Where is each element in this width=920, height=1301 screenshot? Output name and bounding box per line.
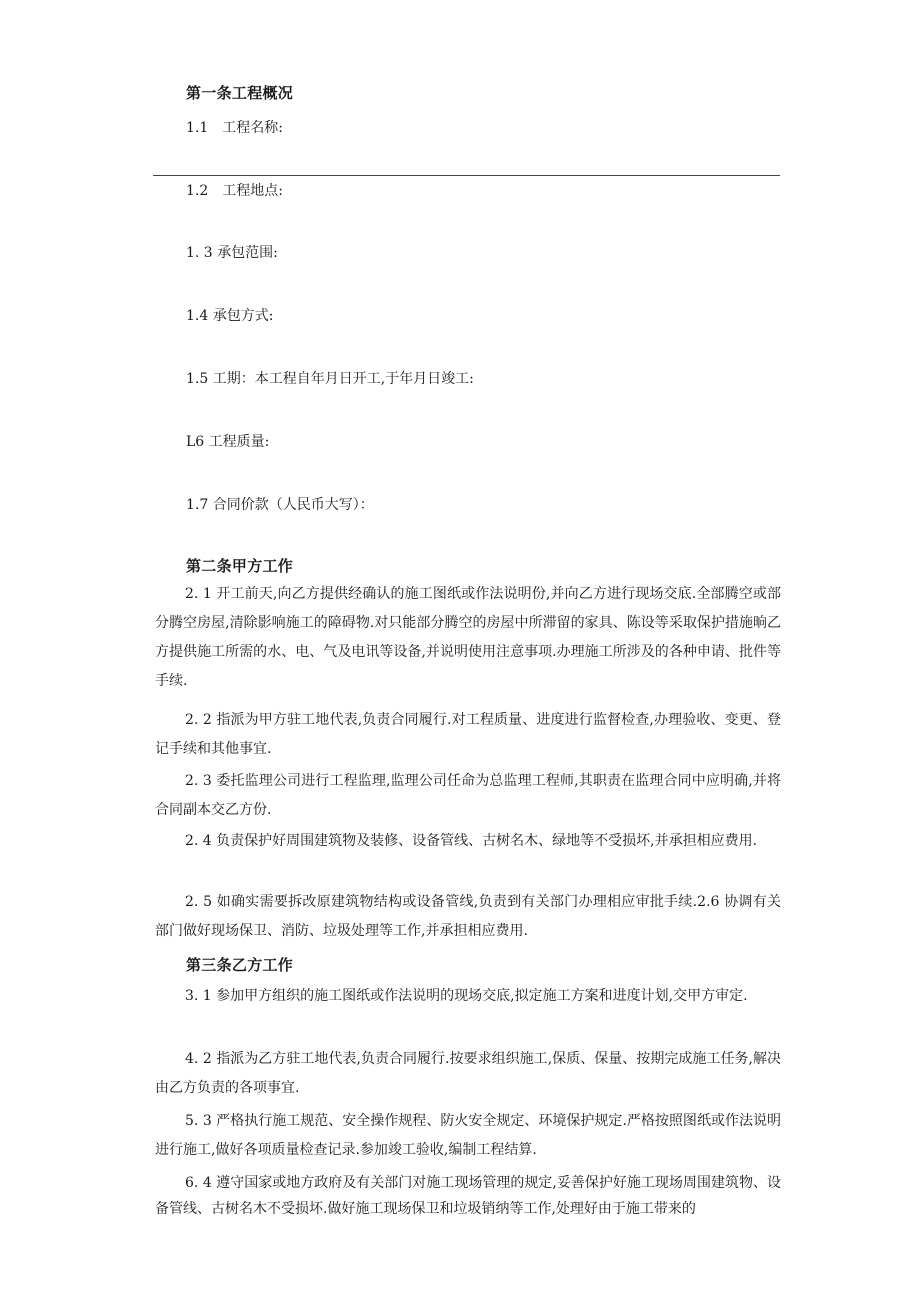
field-contract-price: 1.7 合同价款（人民币大写）： <box>186 497 374 513</box>
field-project-location: 1.2 工程地点: <box>186 183 283 199</box>
field-schedule: 1.5 工期：本工程自年月日开工,于年月日竣工: <box>186 371 474 387</box>
section-2-title: 第二条甲方工作 <box>186 557 294 575</box>
section-2-para-2: 2. 2 指派为甲方驻工地代表,负责合同履行.对工程质量、进度进行监督检查,办理验收、变更、登记手续和其他事宜. <box>155 712 781 757</box>
section-2-para-3: 2. 3 委托监理公司进行工程监理,监理公司任命为总监理工程师,其职责在监理合同中应明确,并将合同副本交乙方份. <box>155 773 781 818</box>
section-2-para-4: 2. 4 负责保护好周围建筑物及装修、设备管线、古树名木、绿地等不受损坏,并承担相应费用. <box>185 833 758 849</box>
section-3-para-4: 6. 4 遵守国家或地方政府及有关部门对施工现场管理的规定,妥善保护好施工现场周围建筑物、设备管线、古树名木不受损坏.做好施工现场保卫和垃圾销纳等工作,处理好由于施工带来的 <box>155 1175 781 1217</box>
section-3-para-3: 5. 3 严格执行施工规范、安全操作规程、防火安全规定、环境保护规定.严格按照图纸或作法说明进行施工,做好各项质量检查记录.参加竣工验收,编制工程结算. <box>155 1113 781 1158</box>
field-project-name: 1.1 工程名称: <box>186 120 283 136</box>
section-3-title: 第三条乙方工作 <box>186 956 294 974</box>
section-3-para-1: 3. 1 参加甲方组织的施工图纸或作法说明的现场交底,拟定施工方案和进度计划,交甲方审定. <box>185 988 748 1004</box>
field-contract-scope: 1. 3 承包范围: <box>186 245 278 261</box>
section-2-para-1: 2. 1 开工前天,向乙方提供经确认的施工图纸或作法说明份,并向乙方进行现场交底.全部腾空或部分腾空房屋,清除影响施工的障碍物.对只能部分腾空的房屋中所滞留的家具、陈设等采取保护措施晌乙方提供施工所需的水、电、气及电讯等设备,并说明使用注意事项.办理施工所涉及的各种申请、批件等手续. <box>155 586 781 689</box>
field-quality: L6 工程质量: <box>186 434 270 450</box>
section-1-title: 第一条工程概况 <box>186 84 294 102</box>
field-contract-method: 1.4 承包方式: <box>186 308 274 324</box>
section-3-para-2: 4. 2 指派为乙方驻工地代表,负责合同履行.按要求组织施工,保质、保量、按期完成施工任务,解决由乙方负责的各项事宜. <box>155 1051 781 1096</box>
underline-rule <box>153 175 780 176</box>
section-2-para-5: 2. 5 如确实需要拆改原建筑物结构或设备管线,负责到有关部门办理相应审批手续.2.6 协调有关部门做好现场保卫、消防、垃圾处理等工作,并承担相应费用. <box>155 894 781 939</box>
